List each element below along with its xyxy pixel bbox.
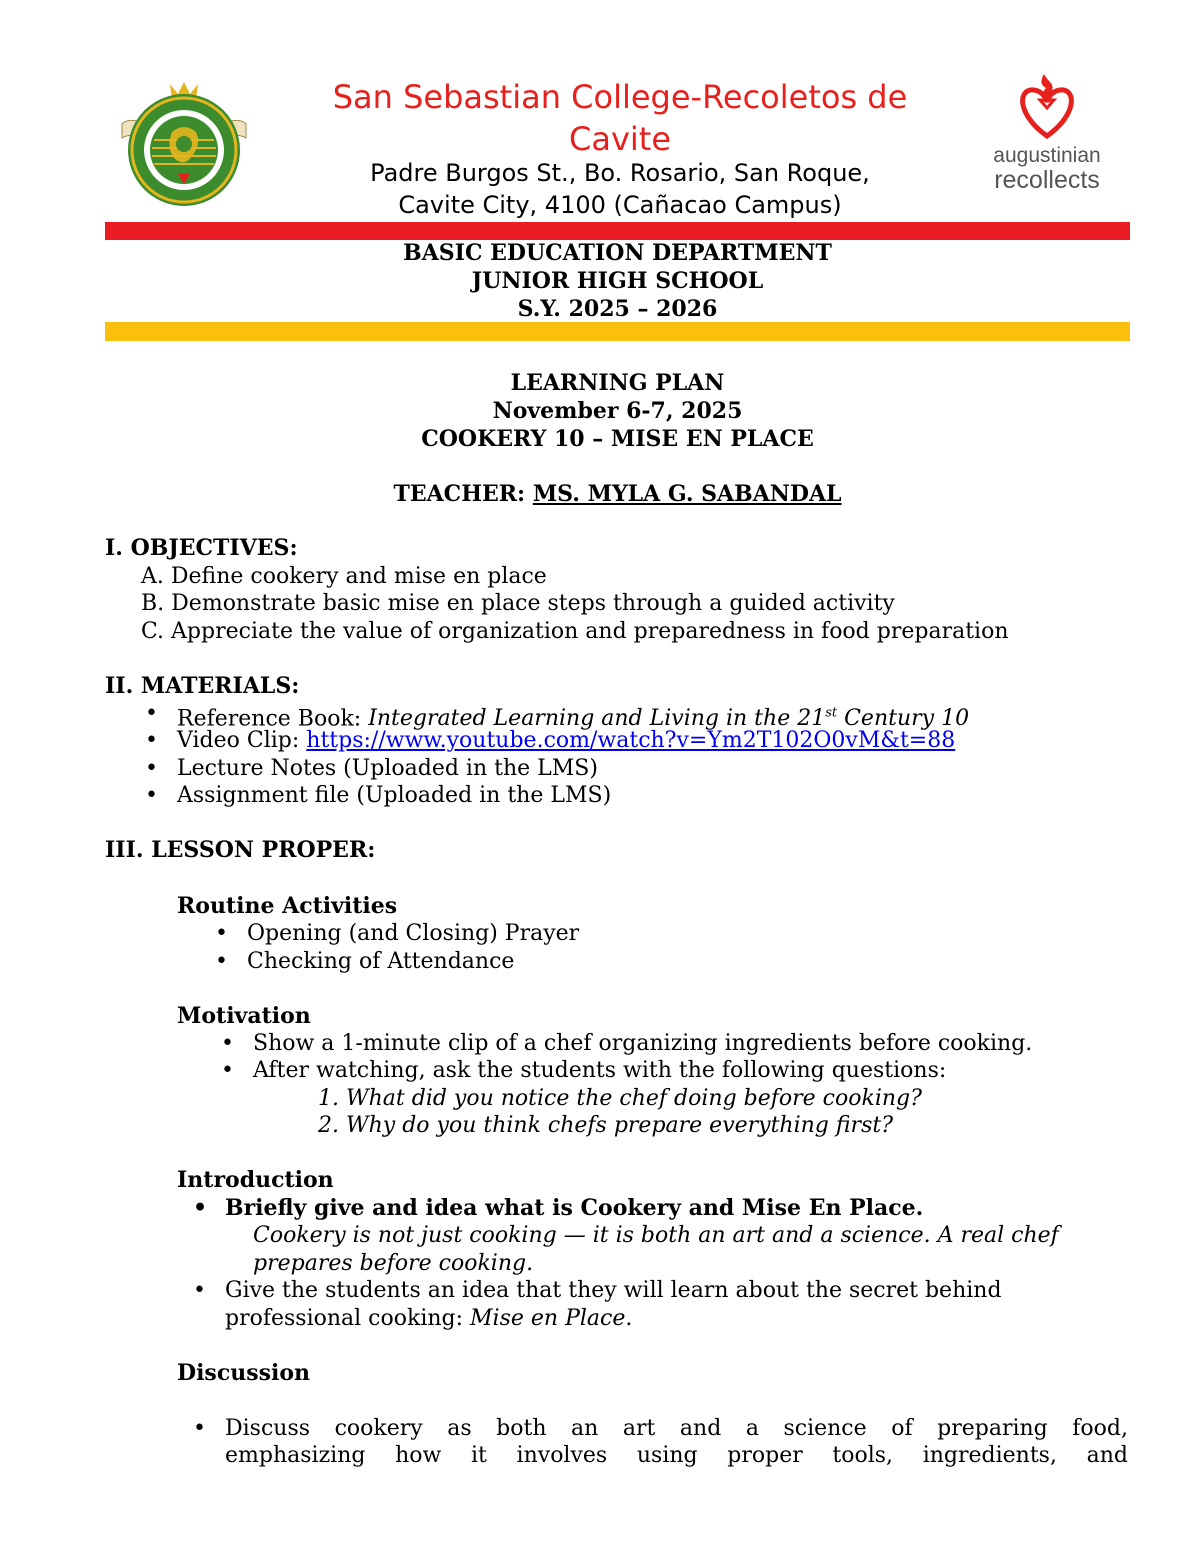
routine-item: • Checking of Attendance (247, 948, 514, 976)
logo-text-augustinian: augustinian (993, 144, 1101, 167)
introduction-heading: Introduction (177, 1167, 334, 1193)
motivation-item: • Show a 1-minute clip of a chef organizing ingredients before cooking. (253, 1030, 1032, 1058)
objective-item-b (141, 590, 895, 618)
routine-heading: Routine Activities (177, 893, 398, 919)
teacher-name: MS. MYLA G. SABANDAL (532, 481, 842, 507)
motivation-question (318, 1112, 893, 1140)
plan-title-block (105, 369, 1130, 453)
material-assignment-file: • Assignment file (Uploaded in the LMS) (177, 782, 611, 810)
address-line-2: Cavite City, 4100 (Cañacao Campus) (398, 191, 842, 219)
objective-item-a (141, 563, 547, 591)
introduction-italic-line-1: Cookery is not just cooking — it is both an art and a science. A real chef (253, 1223, 1059, 1248)
reference-title-end: Century 10 (837, 706, 970, 732)
red-divider-bar (105, 222, 1130, 240)
teacher-line (105, 480, 1130, 508)
logo-text-recollects: recollects (994, 166, 1100, 194)
college-seal-logo (118, 78, 250, 206)
discussion-heading: Discussion (177, 1360, 311, 1386)
objective-item-c (141, 618, 1009, 646)
question-text: What did you notice the chef doing before cooking? (346, 1086, 922, 1111)
introduction-italic-line-2: prepares before cooking. (253, 1251, 534, 1276)
objective-marker: C. (141, 619, 165, 644)
question-marker: 1. (318, 1086, 339, 1111)
reference-label: Reference Book: (177, 706, 369, 732)
introduction-item-bold: • Briefly give and idea what is Cookery and Mise En Place. (225, 1195, 923, 1223)
college-name: San Sebastian College-Recoletos de Cavite (332, 78, 908, 158)
objective-text: Appreciate the value of organization and preparedness in food preparation (171, 619, 1009, 644)
material-video-clip (177, 727, 955, 755)
motivation-question (318, 1085, 922, 1113)
address-line-1: Padre Burgos St., Bo. Rosario, San Roque, (370, 159, 870, 187)
objective-text: Demonstrate basic mise en place steps through a guided activity (171, 591, 895, 616)
routine-item: • Opening (and Closing) Prayer (247, 920, 579, 948)
question-text: Why do you think chefs prepare everything first? (346, 1113, 894, 1138)
motivation-item: • After watching, ask the students with the following questions: (253, 1057, 946, 1085)
motivation-heading: Motivation (177, 1003, 311, 1029)
plan-subject: COOKERY 10 – MISE EN PLACE (421, 426, 814, 452)
video-link[interactable]: https://www.youtube.com/watch?v=Ym2T102O0vM&t=88 (306, 728, 956, 753)
discussion-line-1: • Discuss cookery as both an art and a science of preparing food, (225, 1415, 1128, 1443)
objective-text: Define cookery and mise en place (170, 564, 547, 589)
question-marker: 2. (318, 1113, 339, 1138)
lesson-proper-heading: III. LESSON PROPER: (105, 837, 376, 863)
material-lecture-notes: • Lecture Notes (Uploaded in the LMS) (177, 755, 598, 783)
objective-marker: A. (141, 564, 164, 589)
materials-heading: II. MATERIALS: (105, 673, 300, 699)
reference-sup: st (825, 706, 838, 721)
reference-title: Integrated Learning and Living in the 21 (368, 706, 826, 732)
video-label: Video Clip: (177, 728, 307, 753)
augustinian-recollects-logo (982, 70, 1112, 196)
objective-marker: B. (141, 591, 165, 616)
yellow-divider-bar (105, 322, 1130, 341)
teacher-label: TEACHER: (393, 481, 533, 507)
discussion-line-2: emphasizing how it involves using proper tools, ingredients, and (225, 1443, 1128, 1468)
intro-item2-text: professional cooking: (225, 1306, 471, 1331)
school-year: S.Y. 2025 – 2026 (517, 296, 718, 322)
department-block (105, 239, 1130, 323)
introduction-item-2-line-2 (225, 1305, 632, 1333)
plan-date: November 6-7, 2025 (492, 398, 743, 424)
introduction-item-2-line-1: • Give the students an idea that they will learn about the secret behind (225, 1277, 1002, 1305)
plan-title: LEARNING PLAN (510, 370, 725, 396)
department-line-1: BASIC EDUCATION DEPARTMENT (403, 240, 832, 266)
department-line-2: JUNIOR HIGH SCHOOL (471, 268, 764, 294)
objectives-heading: I. OBJECTIVES: (105, 535, 298, 561)
college-address (290, 157, 950, 221)
intro-item2-italic: Mise en Place. (470, 1306, 633, 1331)
